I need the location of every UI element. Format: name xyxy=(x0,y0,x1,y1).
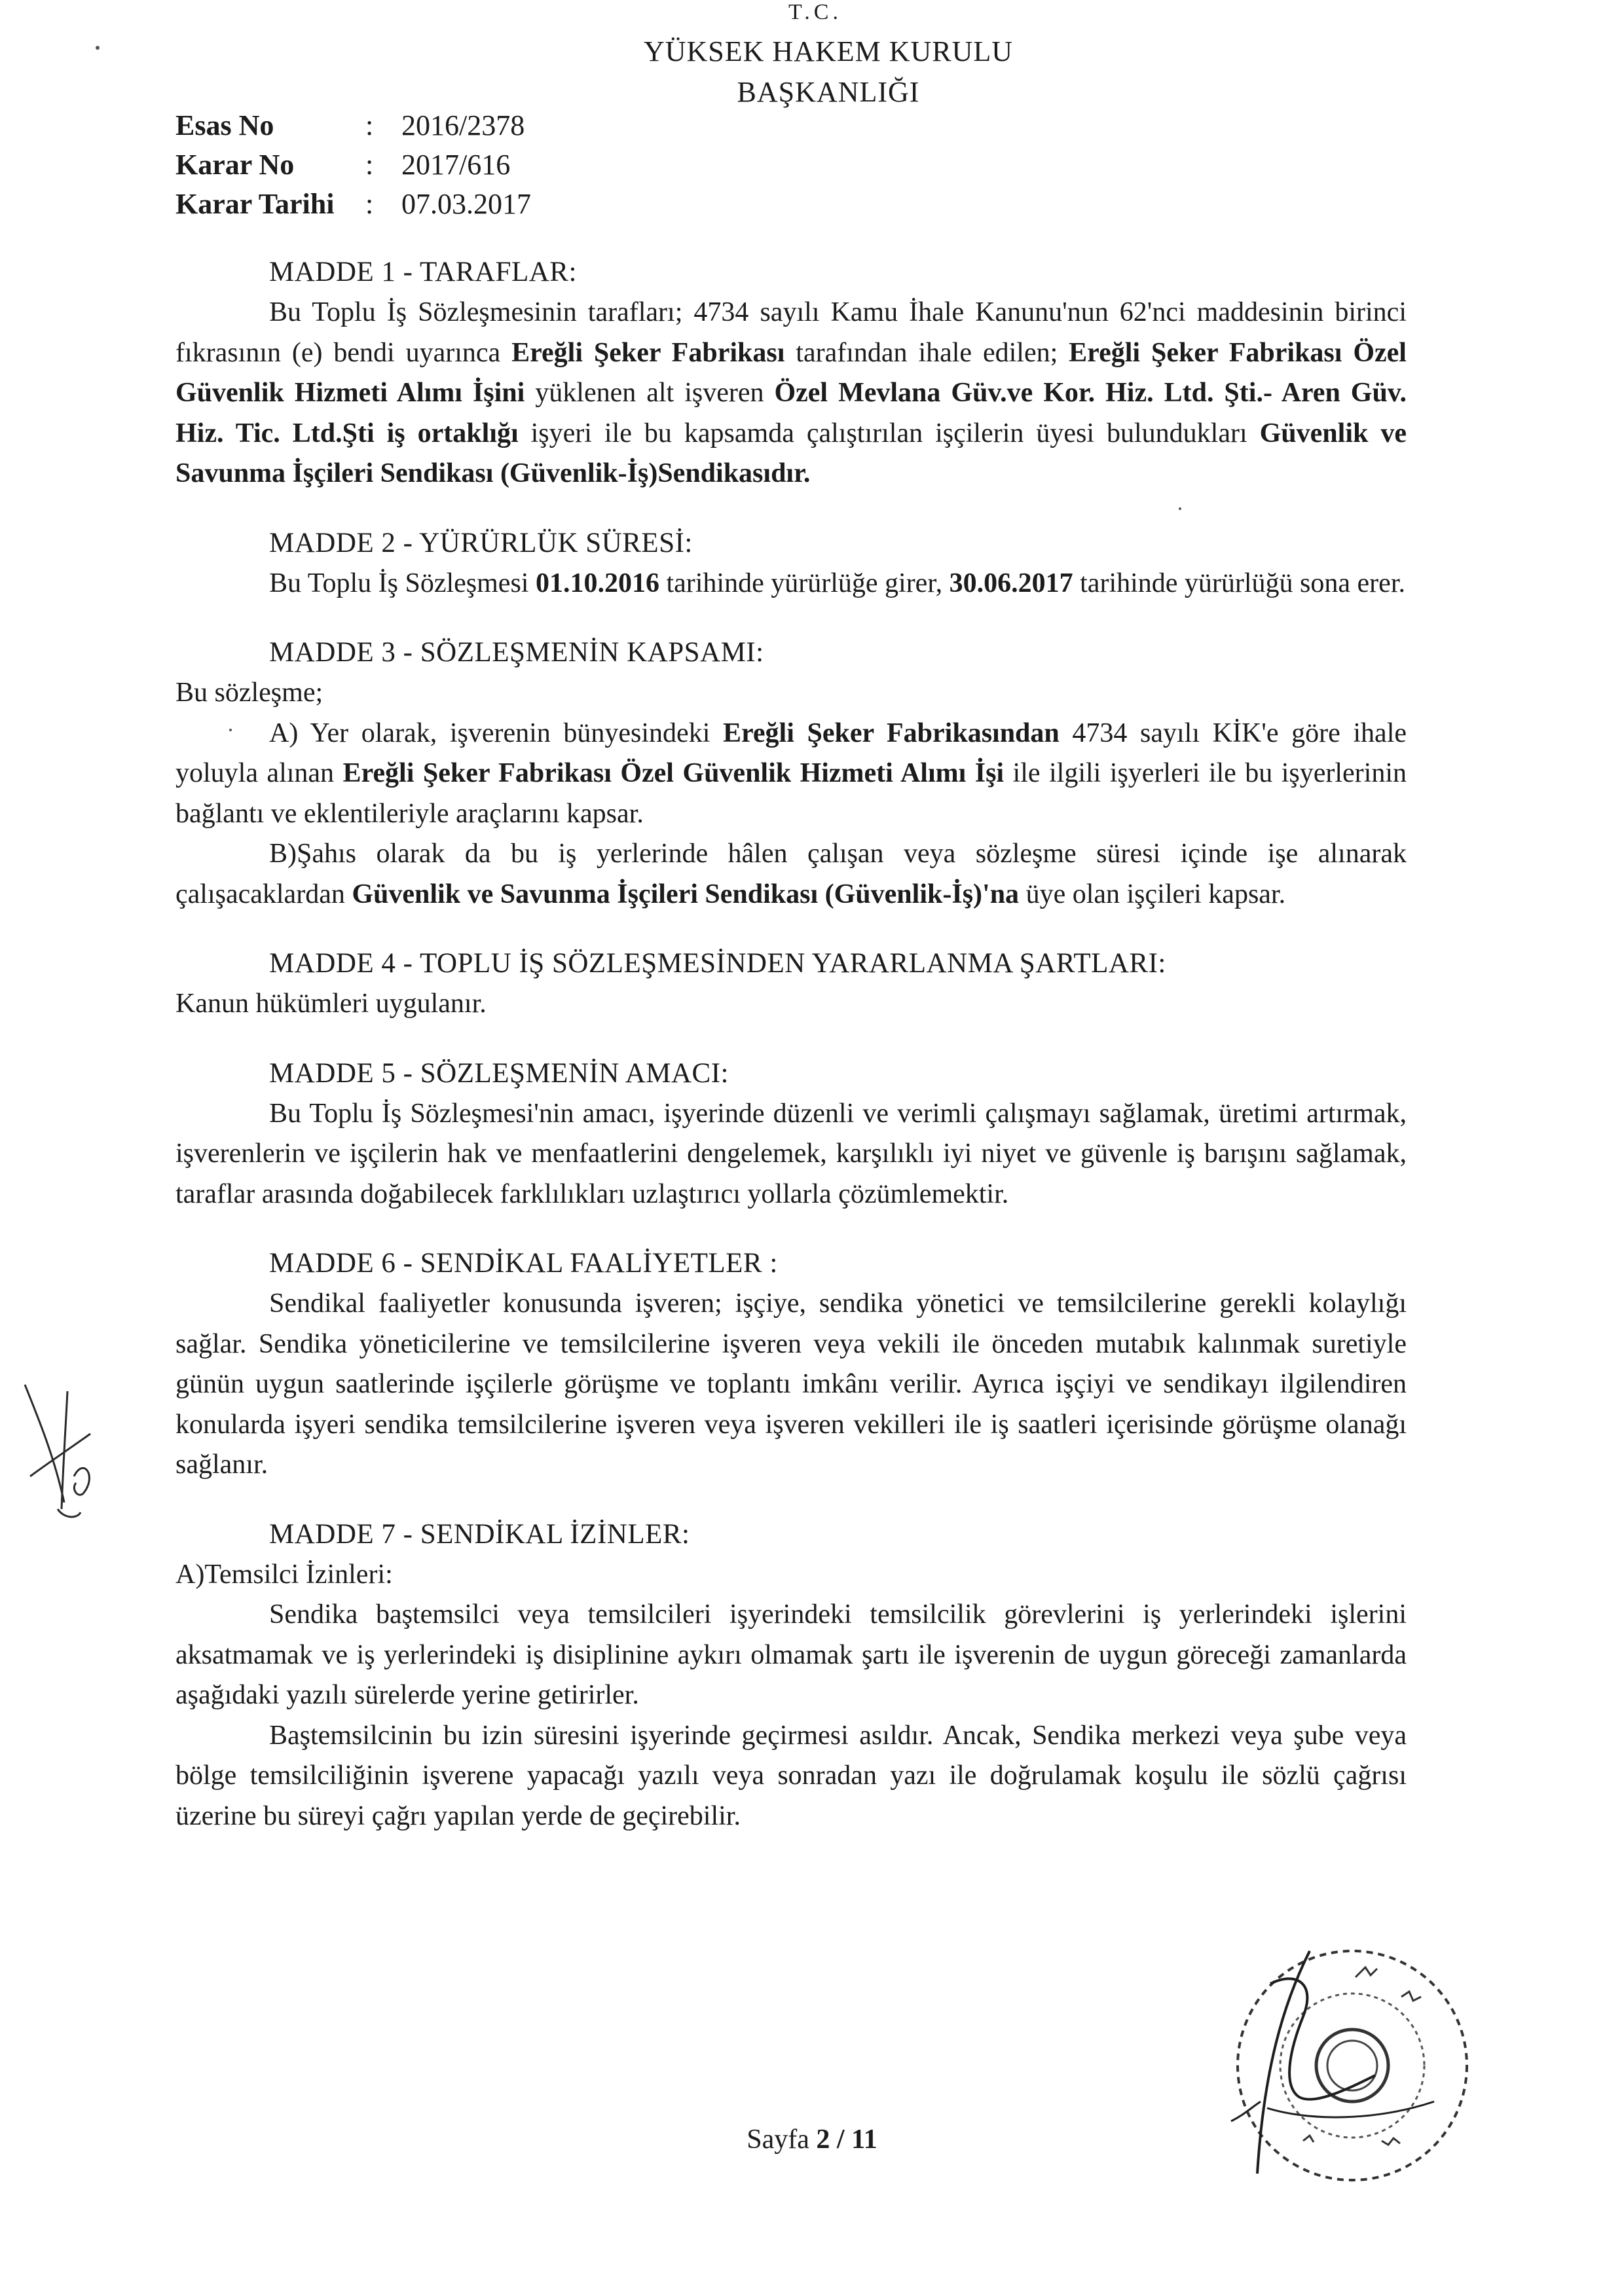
article-7 xyxy=(175,1514,1407,1837)
bold-run: 01.10.2016 xyxy=(535,568,659,598)
text-run: ile ilgili işyerleri ile bu işyerlerinin bağlantı ve eklentileriyle araçlarını kapsar. xyxy=(175,758,1407,829)
document-header xyxy=(524,31,1133,113)
article-title: MADDE 7 - SENDİKAL İZİNLER: xyxy=(269,1518,690,1550)
scan-speck xyxy=(229,729,232,731)
esas-label: Esas No xyxy=(175,109,274,141)
esas-value: 2016/2378 xyxy=(401,109,525,141)
text-run: Bu Toplu İş Sözleşmesinin tarafları; 4734 sayılı Kamu İhale Kanunu'nun 62'nci maddesinin birinci fıkrasının (e) bendi uyarınca xyxy=(175,297,1407,368)
article-text xyxy=(175,564,1407,604)
separator: : xyxy=(365,149,374,181)
article-5 xyxy=(175,1053,1407,1215)
text-run: işyeri ile bu kapsamda çalıştırılan işçilerin üyesi bulundukları xyxy=(518,418,1260,448)
article-text: Sendika baştemsilci veya temsilcileri işyerindeki temsilcilik görevlerini iş yerlerindeki işlerini aksatmamak ve iş yerlerindeki iş disiplinine aykırı olmamak şartı ile işverenin de uygun göreceği zamanlarda aşağıdaki yazılı sürelerde yerine getirirler. xyxy=(175,1599,1407,1710)
page-separator: / xyxy=(830,2124,852,2155)
case-meta xyxy=(175,106,531,224)
meta-row-esas xyxy=(175,106,531,145)
header-line2: BAŞKANLIĞI xyxy=(737,76,920,108)
tarih-value: 07.03.2017 xyxy=(401,188,531,220)
article-title: MADDE 3 - SÖZLEŞMENİN KAPSAMI: xyxy=(269,637,764,668)
page-total: 11 xyxy=(851,2124,877,2155)
bold-run: Ereğli Şeker Fabrikası Özel Güvenlik Hizmeti Alımı İşini xyxy=(175,337,1407,408)
article-title: MADDE 5 - SÖZLEŞMENİN AMACI: xyxy=(269,1057,729,1089)
article-subheading: A)Temsilci İzinleri: xyxy=(175,1559,393,1590)
text-run: A) Yer olarak, işverenin bünyesindeki xyxy=(269,718,723,748)
text-run: üye olan işçileri kapsar. xyxy=(1019,879,1286,909)
bold-run: Özel Mevlana Güv.ve Kor. Hiz. Ltd. Şti.- Aren Güv. Hiz. Tic. Ltd.Şti iş ortaklığı xyxy=(175,378,1407,448)
karar-label: Karar No xyxy=(175,149,295,181)
article-text: Baştemsilcinin bu izin süresini işyerinde geçirmesi asıldır. Ancak, Sendika merkezi veya şube veya bölge temsilciliğinin işverene yapacağı yazılı veya sonradan yazı ile doğrulamak koşulu ile sözlü çağrısı üzerine bu süreyi çağrı yapılan yerde de geçirebilir. xyxy=(175,1720,1407,1831)
bold-run: Güvenlik ve Savunma İşçileri Sendikası (Güvenlik-İş)'na xyxy=(352,879,1020,909)
article-title: MADDE 6 - SENDİKAL FAALİYETLER : xyxy=(269,1248,778,1279)
page-prefix: Sayfa xyxy=(747,2124,817,2155)
article-4 xyxy=(175,943,1407,1025)
text-run: tarihinde yürürlüğü sona erer. xyxy=(1073,568,1405,598)
article-intro: Bu sözleşme; xyxy=(175,678,323,708)
article-text: Bu Toplu İş Sözleşmesi'nin amacı, işyerinde düzenli ve verimli çalışmayı sağlamak, üretimi artırmak, işverenlerin ve işçilerin hak ve menfaatlerini dengelemek, karşılıklı iyi niyet ve güvenle iş barışını sağlamak, taraflar arasında doğabilecek farklılıkları uzlaştırıcı yollarla çözümlemektir. xyxy=(175,1098,1407,1209)
text-run: B)Şahıs olarak da bu iş yerlerinde hâlen çalışan veya sözleşme süresi içinde işe alınarak çalışacaklardan xyxy=(175,839,1407,909)
bold-run: Ereğli Şeker Fabrikasından xyxy=(723,718,1060,748)
clause-b xyxy=(175,834,1407,915)
meta-row-karar xyxy=(175,145,531,185)
text-run: Bu Toplu İş Sözleşmesi xyxy=(269,568,536,598)
karar-value: 2017/616 xyxy=(401,149,511,181)
page-current: 2 xyxy=(816,2124,830,2155)
meta-row-tarih xyxy=(175,185,531,224)
article-6 xyxy=(175,1243,1407,1485)
article-title: MADDE 1 - TARAFLAR: xyxy=(269,257,577,287)
official-stamp xyxy=(1205,1925,1500,2200)
article-3 xyxy=(175,632,1407,915)
article-1 xyxy=(175,252,1407,494)
text-run: tarihinde yürürlüğe girer, xyxy=(659,568,950,598)
bold-run: Ereğli Şeker Fabrikası xyxy=(511,337,785,368)
tc-mark: T.C. xyxy=(788,0,842,24)
text-run: tarafından ihale edilen; xyxy=(784,337,1069,368)
separator: : xyxy=(365,188,374,220)
margin-signature xyxy=(18,1378,103,1529)
article-text xyxy=(175,293,1407,494)
tarih-label: Karar Tarihi xyxy=(175,188,335,220)
document-body xyxy=(175,252,1407,1865)
text-run: yüklenen alt işveren xyxy=(525,378,775,408)
article-text: Kanun hükümleri uygulanır. xyxy=(175,989,487,1019)
text-run: 4734 sayılı KİK'e göre ihale yoluyla alınan xyxy=(175,718,1407,788)
article-2 xyxy=(175,523,1407,604)
article-text: Sendikal faaliyetler konusunda işveren; işçiye, sendika yönetici ve temsilcilerine gerekli kolaylığı sağlar. Sendika yöneticilerine ve temsilcilerine işveren veya vekili ile önceden mutabık kalınmak suretiyle günün uygun saatlerinde işçilerle görüşme ve toplantı imkânı verilir. Ayrıca işçiyi ve sendikayı ilgilendiren konularda işyeri sendika temsilcilerine işveren veya işveren vekilleri ile iş saatleri içerisinde görüşme olanağı sağlanır. xyxy=(175,1288,1407,1480)
scan-speck xyxy=(1179,507,1181,510)
bold-run: Ereğli Şeker Fabrikası Özel Güvenlik Hizmeti Alımı İşi xyxy=(342,758,1005,788)
scan-speck xyxy=(96,46,100,50)
article-title: MADDE 4 - TOPLU İŞ SÖZLEŞMESİNDEN YARARLANMA ŞARTLARI: xyxy=(269,948,1166,979)
header-line1: YÜKSEK HAKEM KURULU xyxy=(643,35,1014,67)
bold-run: Güvenlik ve Savunma İşçileri Sendikası (Güvenlik-İş)Sendikasıdır. xyxy=(175,418,1407,488)
separator: : xyxy=(365,109,374,141)
clause-a xyxy=(175,714,1407,835)
bold-run: 30.06.2017 xyxy=(949,568,1073,598)
article-title: MADDE 2 - YÜRÜRLÜK SÜRESİ: xyxy=(269,527,693,558)
